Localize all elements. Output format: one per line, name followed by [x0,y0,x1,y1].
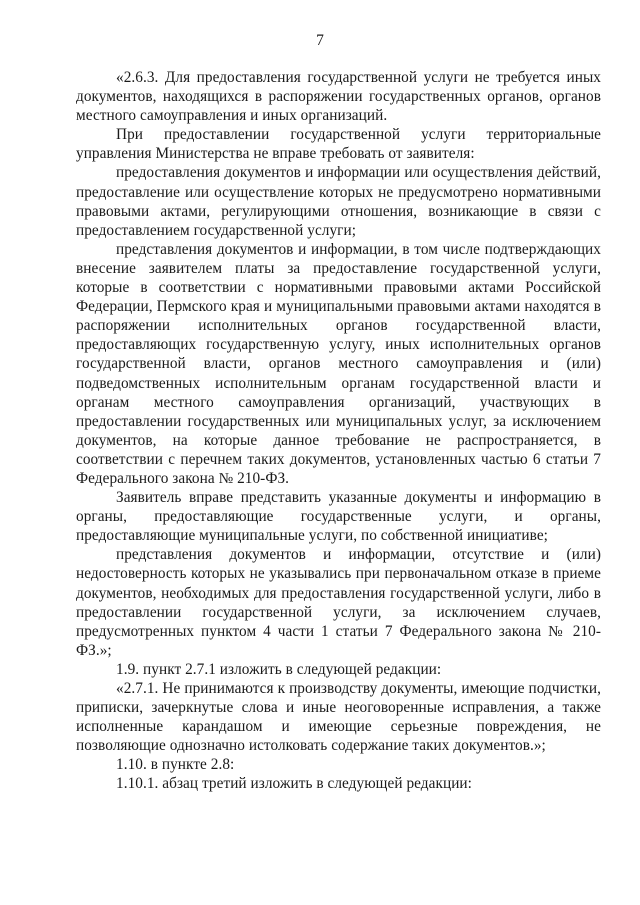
paragraph-1-10-1: 1.10.1. абзац третий изложить в следующей редакции: [116,775,472,793]
paragraph-documents-information: представления документов и информации, в том числе подтверждающих внесение заявителем платы за предоставление государственной услуги, которые в соответствии с нормативными правовыми актами Российской Федерации, Пермского края и муниципальными правовыми актами находятся в распоряжении исполнительных органов государственной власти, предоставляющих государственную услугу, иных исполнительных органов государственной власти, органов местного самоуправления и (или) подведомственных исполнительным органам государственной власти и органам местного самоуправления организаций, участвующих в предоставлении государственных или муниципальных услуг, за исключением документов, на которые данное требование не распространяется, в соответствии с перечнем таких документов, установленных частью 6 статьи 7 Федерального закона № 210-ФЗ. [76,240,601,487]
paragraph-applicant-right: Заявитель вправе представить указанные документы и информацию в органы, предоставляющие государственные услуги, и органы, предоставляющие муниципальные услуги, по собственной инициативе; [76,489,601,545]
document-body [76,68,601,794]
paragraph-1-10: 1.10. в пункте 2.8: [116,756,235,774]
page-number: 7 [316,32,324,49]
paragraph-territorial-management: При предоставлении государственной услуги территориальные управления Министерства не вправе требовать от заявителя: [76,126,601,163]
paragraph-unreliable-documents: представления документов и информации, отсутствие и (или) недостоверность которых не указывались при первоначальном отказе в приеме документов, необходимых для предоставления государственной услуги, либо в предоставлении государственной услуги, за исключением случаев, предусмотренных пунктом 4 части 1 статьи 7 Федерального закона № 210-ФЗ.»; [76,546,601,659]
paragraph-1-9: 1.9. пункт 2.7.1 изложить в следующей редакции: [116,660,442,678]
paragraph-documents-actions: предоставления документов и информации или осуществления действий, предоставление или осуществление которых не предусмотрено нормативными правовыми актами, регулирующими отношения, возникающие в связи с предоставлением государственной услуги; [76,164,601,239]
paragraph-2-7-1: «2.7.1. Не принимаются к производству документы, имеющие подчистки, приписки, зачеркнутые слова и иные неоговоренные исправления, а также исполненные карандашом и имеющие серьезные повреждения, не позволяющие однозначно истолковать содержание таких документов.»; [76,680,601,755]
paragraph-2-6-3: «2.6.3. Для предоставления государственной услуги не требуется иных документов, находящихся в распоряжении государственных органов, органов местного самоуправления и иных организаций. [76,69,601,125]
